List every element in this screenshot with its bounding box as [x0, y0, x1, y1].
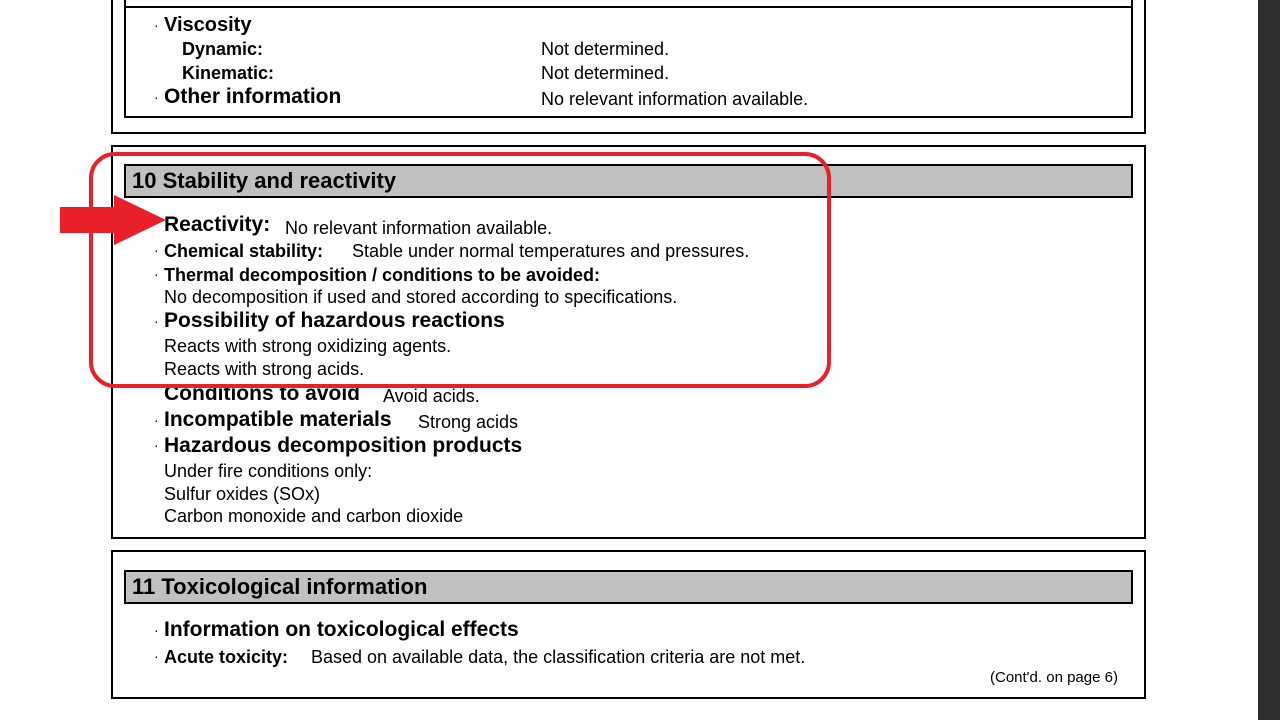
- hazardous-reactions-line-2: Reacts with strong acids.: [164, 359, 365, 379]
- incompatible-materials-label: Incompatible materials: [164, 408, 392, 431]
- thermal-decomposition-value: No decomposition if used and stored according to specifications.: [164, 287, 678, 307]
- kinematic-label: Kinematic:: [182, 63, 275, 83]
- section-10-header: 10 Stability and reactivity: [124, 164, 1133, 198]
- conditions-to-avoid-value: Avoid acids.: [383, 386, 480, 406]
- chemical-stability-label: Chemical stability:: [164, 241, 324, 261]
- bullet: ·: [154, 437, 159, 453]
- conditions-to-avoid-label: Conditions to avoid: [164, 382, 360, 405]
- reactivity-label: Reactivity:: [164, 213, 271, 236]
- dynamic-value: Not determined.: [541, 39, 670, 59]
- viscosity-label: Viscosity: [164, 14, 252, 36]
- bullet: ·: [154, 242, 159, 258]
- bullet: ·: [154, 622, 159, 638]
- chemical-stability-value: Stable under normal temperatures and pressures.: [352, 241, 750, 261]
- bullet: ·: [154, 266, 159, 282]
- bullet: ·: [154, 89, 159, 105]
- thermal-decomposition-label: Thermal decomposition / conditions to be avoided:: [164, 265, 601, 285]
- hazardous-reactions-label: Possibility of hazardous reactions: [164, 309, 505, 332]
- incompatible-materials-value: Strong acids: [418, 412, 519, 432]
- acute-toxicity-label: Acute toxicity:: [164, 647, 289, 667]
- hazardous-reactions-line-1: Reacts with strong oxidizing agents.: [164, 336, 452, 356]
- hazardous-decomposition-line-3: Carbon monoxide and carbon dioxide: [164, 506, 464, 526]
- section-11-header: 11 Toxicological information: [124, 570, 1133, 604]
- scrollbar-track[interactable]: [1258, 0, 1280, 720]
- continued-note: (Cont'd. on page 6): [990, 669, 1118, 686]
- other-information-value: No relevant information available.: [541, 89, 809, 109]
- hazardous-decomposition-label: Hazardous decomposition products: [164, 434, 523, 457]
- acute-toxicity-value: Based on available data, the classification criteria are not met.: [311, 647, 806, 667]
- hazardous-decomposition-line-2: Sulfur oxides (SOx): [164, 484, 321, 504]
- kinematic-value: Not determined.: [541, 63, 670, 83]
- bullet: ·: [154, 17, 159, 33]
- bullet: ·: [154, 313, 159, 329]
- bullet: ·: [154, 648, 159, 664]
- reactivity-value: No relevant information available.: [285, 218, 553, 238]
- section-9-top-rule: [124, 6, 1133, 8]
- highlight-rectangle: [89, 152, 831, 388]
- other-information-label: Other information: [164, 85, 342, 108]
- red-arrow-icon: [60, 195, 166, 245]
- hazardous-decomposition-line-1: Under fire conditions only:: [164, 461, 373, 481]
- bullet: ·: [154, 412, 159, 428]
- dynamic-label: Dynamic:: [182, 39, 264, 59]
- toxicological-effects-label: Information on toxicological effects: [164, 618, 519, 641]
